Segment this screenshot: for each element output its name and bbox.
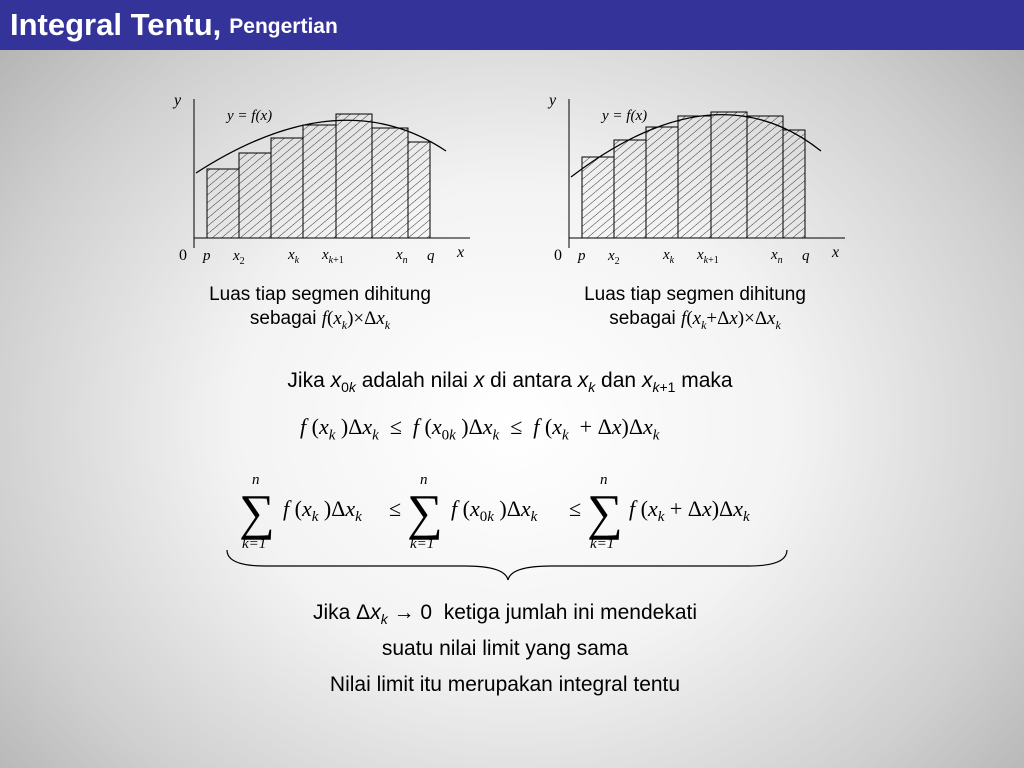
title-bar [0, 0, 1024, 50]
slide-title: Integral Tentu, [10, 7, 222, 42]
sum1-term: f ($x_k$ )$\Delta x_k$ [283, 496, 362, 525]
right-origin-label: 0 [554, 247, 562, 264]
right-caption-line1: Luas tiap segmen dihitung [584, 284, 806, 305]
underbrace [227, 550, 787, 580]
right-caption-line2: sebagai $f(x_k+\Delta x)\times\Delta x_k$ [609, 308, 781, 332]
right-tick-p: p [578, 248, 586, 264]
left-tick-q: q [427, 248, 435, 264]
sum2-sigma: ∑ [407, 484, 443, 540]
sum3-upper: n [600, 472, 608, 488]
sum3-lower: k=1 [590, 536, 615, 552]
right-rectangles [582, 112, 805, 238]
sum1-upper: n [252, 472, 260, 488]
left-function-label: y = f(x) [227, 108, 273, 124]
right-tick-q: q [802, 248, 810, 264]
right-tick-xk: $x_k$ [663, 247, 675, 266]
right-riemann-graph [545, 85, 855, 275]
inequality-single: f ($x_k$ )$\Delta x_k \le f$ ($x_{0k}$ )$\Delta x_k \le f$ $(x_k + \Delta x)\Delta x_k$ [300, 414, 660, 444]
right-caption [530, 283, 860, 337]
left-tick-p: p [203, 248, 211, 264]
right-tick-xk1: $x_k+1$ [697, 247, 719, 266]
sum3-term: f $(x_k + \Delta x)\Delta x_k$ [629, 496, 750, 525]
left-tick-xk1: $x_k+1$ [322, 247, 344, 266]
sum-inequality [225, 468, 795, 588]
left-tick-x2: $x_2$ [233, 248, 245, 267]
sum-relation-2: ≤ [569, 496, 582, 521]
limit-statement-line2: suatu nilai limit yang sama [381, 637, 629, 661]
left-tick-xn: $x_n$ [396, 247, 408, 266]
left-y-label: y [174, 92, 182, 109]
left-caption [155, 283, 485, 337]
left-caption-line2: sebagai $f(x_k)\times\Delta x_k$ [249, 308, 391, 332]
left-rectangles [207, 114, 430, 238]
right-caption-formula: $f(x_k+\Delta x)\times\Delta x_k$ [681, 308, 781, 332]
right-y-label: y [549, 92, 557, 109]
limit-statement-line1: Jika $\Delta x_k \to 0$ ketiga jumlah ini mendekati [312, 601, 698, 628]
sum2-lower: k=1 [410, 536, 435, 552]
left-caption-formula: $f(x_k)\times\Delta x_k$ [321, 308, 391, 332]
sum-relation-1: ≤ [389, 496, 402, 521]
statement-between: Jika $x_{0k}$ adalah nilai x di antara $x_k$ dan $x_{k+1}$ maka [287, 369, 733, 396]
left-riemann-graph [170, 85, 480, 275]
left-tick-xk: $x_k$ [288, 247, 300, 266]
left-caption-line1: Luas tiap segmen dihitung [209, 284, 431, 305]
sum1-lower: k=1 [242, 536, 267, 552]
sum2-term: f ($x_0k$ )$\Delta x_k$ [451, 496, 538, 525]
limit-statement [150, 598, 860, 664]
sum2-upper: n [420, 472, 428, 488]
right-x-label: x [832, 244, 840, 261]
right-tick-xn: $x_n$ [771, 247, 783, 266]
conclusion: Nilai limit itu merupakan integral tentu [329, 673, 681, 696]
right-tick-x2: $x_2$ [608, 248, 620, 267]
sum3-sigma: ∑ [587, 484, 623, 540]
left-x-label: x [457, 244, 465, 261]
sum1-sigma: ∑ [239, 484, 275, 540]
slide-subtitle: Pengertian [229, 15, 338, 38]
right-function-label: y = f(x) [602, 108, 648, 124]
left-origin-label: 0 [179, 247, 187, 264]
